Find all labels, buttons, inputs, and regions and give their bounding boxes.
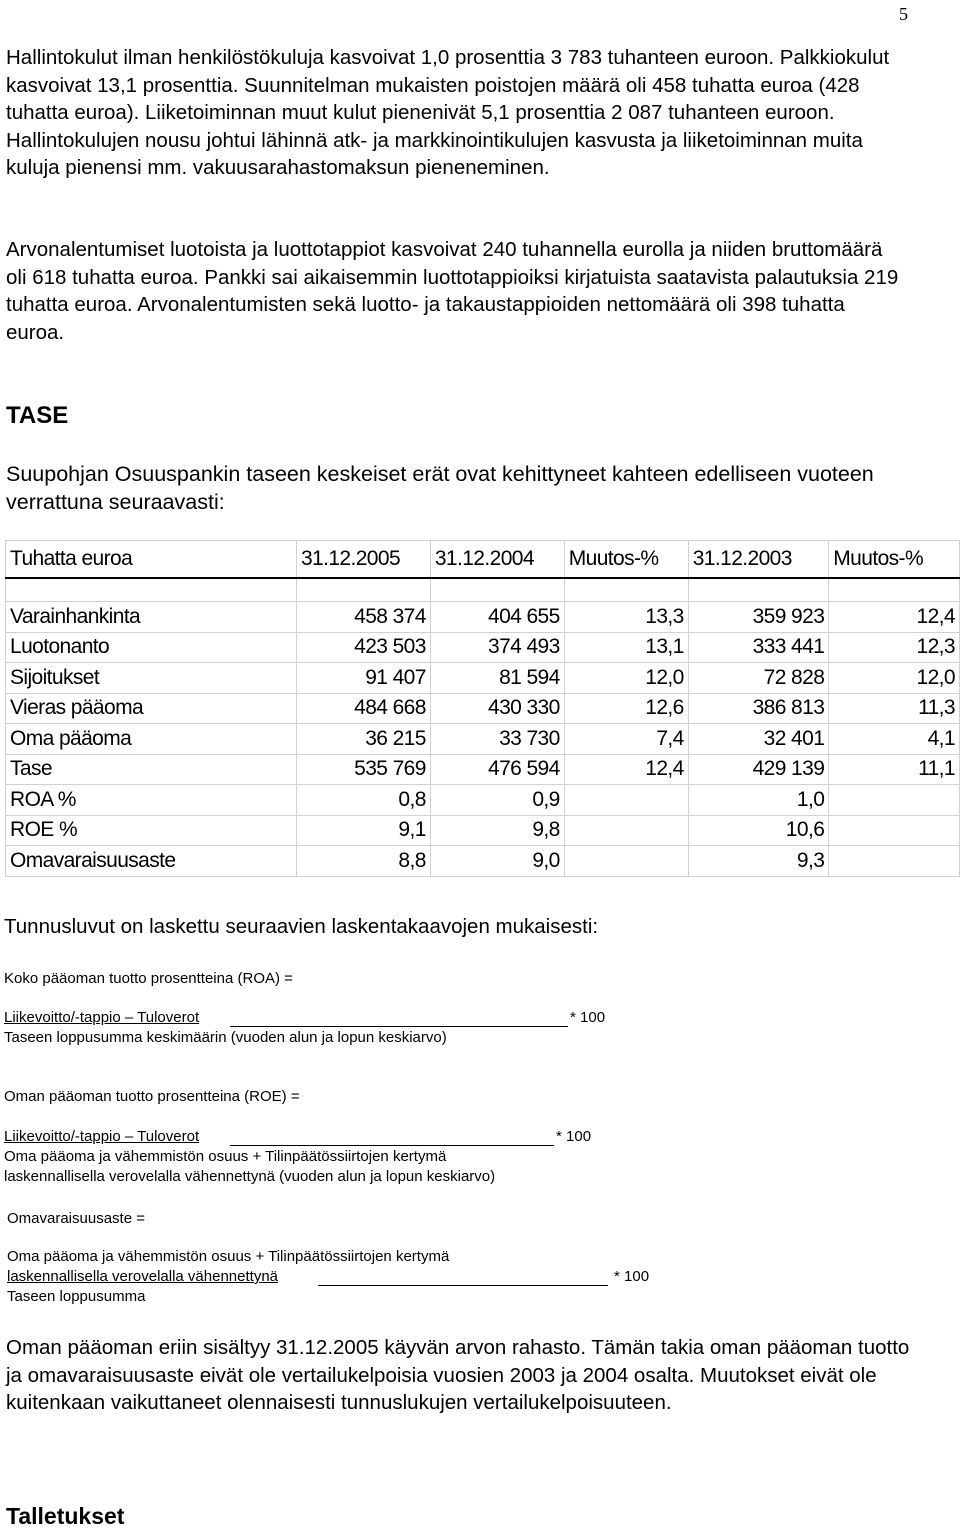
- roe-formula-title: Oman pääoman tuotto prosentteina (ROE) =: [4, 1088, 300, 1105]
- table-value-cell: 91 407: [296, 663, 430, 694]
- roe-numerator: [4, 1127, 199, 1147]
- table-value-cell: 12,3: [829, 632, 960, 663]
- formulas-intro: Tunnusluvut on laskettu seuraavien laskentakaavojen mukaisesti:: [4, 915, 599, 938]
- table-header-cell: Muutos-%: [564, 541, 688, 579]
- equity-ratio-formula-title: Omavaraisuusaste =: [7, 1210, 145, 1227]
- table-value-cell: 81 594: [430, 663, 564, 694]
- table-value-cell: 404 655: [430, 602, 564, 633]
- tase-heading: TASE: [6, 402, 69, 429]
- table-row: [6, 846, 960, 877]
- table-spacer-cell: [430, 578, 564, 602]
- table-value-cell: 12,4: [829, 602, 960, 633]
- table-spacer-cell: [6, 578, 297, 602]
- table-header-cell: 31.12.2005: [296, 541, 430, 579]
- roe-times-100: * 100: [556, 1128, 592, 1145]
- row-label-cell: ROA %: [6, 785, 297, 816]
- roa-times-100: * 100: [570, 1009, 606, 1026]
- table-value-cell: 13,3: [564, 602, 688, 633]
- table-value-cell: [829, 846, 960, 877]
- roe-numerator-text: Liikevoitto/-tappio – Tuloverot: [4, 1128, 200, 1145]
- table-row: [6, 724, 960, 755]
- table-value-cell: 4,1: [829, 724, 960, 755]
- table-value-cell: 10,6: [688, 815, 829, 846]
- intro-paragraph-impairments: Arvonalentumiset luotoista ja luottotappiot kasvoivat 240 tuhannella eurolla ja niiden bruttomäärä oli 618 tuhatta euroa. Pankki sai aikaisemmin luottotappioiksi kirjatuista saatavista palautuksia 219 tuhatta euroa. Arvonalentumisten sekä luotto- ja takaustappioiden nettomäärä oli 398 tuhatta euroa.: [6, 238, 899, 344]
- equity-ratio-numerator-line-2-text: laskennallisella verovelalla vähennettynä: [7, 1268, 279, 1285]
- table-value-cell: 484 668: [296, 693, 430, 724]
- row-label-cell: Oma pääoma: [6, 724, 297, 755]
- table-header-cell: Muutos-%: [829, 541, 960, 579]
- table-header-cell: 31.12.2004: [430, 541, 564, 579]
- table-row: [6, 663, 960, 694]
- table-header-cell: Tuhatta euroa: [6, 541, 297, 579]
- roe-fraction-line: [230, 1145, 554, 1146]
- table-value-cell: 13,1: [564, 632, 688, 663]
- table-value-cell: 8,8: [296, 846, 430, 877]
- table-value-cell: 458 374: [296, 602, 430, 633]
- table-value-cell: 12,0: [564, 663, 688, 694]
- tase-paragraph: Suupohjan Osuuspankin taseen keskeiset erät ovat kehittyneet kahteen edelliseen vuoteen verrattuna seuraavasti:: [6, 462, 874, 514]
- table-row: [6, 693, 960, 724]
- table-value-cell: [829, 815, 960, 846]
- table-row: [6, 602, 960, 633]
- table-value-cell: 535 769: [296, 754, 430, 785]
- equity-ratio-numerator-line-2: [7, 1267, 278, 1287]
- roa-fraction-line: [230, 1026, 568, 1027]
- table-value-cell: 429 139: [688, 754, 829, 785]
- table-value-cell: 9,3: [688, 846, 829, 877]
- row-label-cell: Varainhankinta: [6, 602, 297, 633]
- table-value-cell: 386 813: [688, 693, 829, 724]
- table-value-cell: [564, 785, 688, 816]
- table-value-cell: [564, 846, 688, 877]
- table-value-cell: 11,1: [829, 754, 960, 785]
- table-value-cell: 12,0: [829, 663, 960, 694]
- table-value-cell: 430 330: [430, 693, 564, 724]
- table-value-cell: 7,4: [564, 724, 688, 755]
- roe-denominator-line-2: laskennallisella verovelalla vähennettynä (vuoden alun ja lopun keskiarvo): [4, 1168, 496, 1185]
- row-label-cell: ROE %: [6, 815, 297, 846]
- roe-denominator-line-1: Oma pääoma ja vähemmistön osuus + Tilinpäätössiirtojen kertymä: [4, 1148, 447, 1165]
- table-value-cell: 374 493: [430, 632, 564, 663]
- table-value-cell: 0,8: [296, 785, 430, 816]
- table-header-row: [6, 541, 960, 579]
- table-value-cell: 359 923: [688, 602, 829, 633]
- equity-ratio-times-100: * 100: [614, 1268, 650, 1285]
- table-value-cell: 72 828: [688, 663, 829, 694]
- table-value-cell: 333 441: [688, 632, 829, 663]
- intro-paragraph-costs: Hallintokulut ilman henkilöstökuluja kasvoivat 1,0 prosenttia 3 783 tuhanteen euroon. Palkkiokulut kasvoivat 13,1 prosenttia. Suunnitelman mukaisten poistojen määrä oli 458 tuhatta euroa (428 tuhatta euroa). Liiketoiminnan muut kulut pienenivät 5,1 prosenttia 2 087 tuhanteen euroon. Hallintokulujen nousu johtui lähinnä atk- ja markkinointikulujen kasvusta ja liiketoiminnan muita kuluja pienensi mm. vakuusarahastomaksun pieneneminen.: [6, 46, 890, 179]
- table-value-cell: 423 503: [296, 632, 430, 663]
- table-value-cell: 11,3: [829, 693, 960, 724]
- roa-formula-title: Koko pääoman tuotto prosentteina (ROA) =: [4, 970, 293, 987]
- equity-ratio-fraction-line: [318, 1285, 608, 1286]
- equity-ratio-numerator-line-1: Oma pääoma ja vähemmistön osuus + Tilinpäätössiirtojen kertymä: [7, 1248, 450, 1265]
- table-value-cell: 9,0: [430, 846, 564, 877]
- roa-numerator: [4, 1008, 199, 1028]
- table-row: [6, 632, 960, 663]
- closing-paragraph: Oman pääoman eriin sisältyy 31.12.2005 käyvän arvon rahasto. Tämän takia oman pääoman tuotto ja omavaraisuusaste eivät ole vertailukelpoisia vuosien 2003 ja 2004 osalta. Muutokset eivät ole kuitenkaan vaikuttaneet olennaisesti tunnuslukujen vertailukelpoisuuteen.: [6, 1336, 910, 1414]
- table-row: [6, 785, 960, 816]
- table-row: [6, 754, 960, 785]
- row-label-cell: Sijoitukset: [6, 663, 297, 694]
- talletukset-heading: Talletukset: [6, 1503, 125, 1529]
- table-header-cell: 31.12.2003: [688, 541, 829, 579]
- equity-ratio-denominator: Taseen loppusumma: [7, 1288, 146, 1305]
- table-value-cell: 32 401: [688, 724, 829, 755]
- roa-numerator-text: Liikevoitto/-tappio – Tuloverot: [4, 1009, 200, 1026]
- row-label-cell: Tase: [6, 754, 297, 785]
- table-value-cell: 12,6: [564, 693, 688, 724]
- table-value-cell: [564, 815, 688, 846]
- table-value-cell: 9,8: [430, 815, 564, 846]
- table-value-cell: 9,1: [296, 815, 430, 846]
- table-spacer-cell: [829, 578, 960, 602]
- table-spacer-cell: [564, 578, 688, 602]
- table-value-cell: 36 215: [296, 724, 430, 755]
- table-value-cell: 476 594: [430, 754, 564, 785]
- row-label-cell: Luotonanto: [6, 632, 297, 663]
- row-label-cell: Vieras pääoma: [6, 693, 297, 724]
- table-value-cell: 33 730: [430, 724, 564, 755]
- table-value-cell: 1,0: [688, 785, 829, 816]
- table-value-cell: 0,9: [430, 785, 564, 816]
- row-label-cell: Omavaraisuusaste: [6, 846, 297, 877]
- balance-sheet-table: [5, 540, 960, 877]
- table-spacer-cell: [296, 578, 430, 602]
- roa-denominator: Taseen loppusumma keskimäärin (vuoden alun ja lopun keskiarvo): [4, 1029, 447, 1046]
- table-row: [6, 815, 960, 846]
- table-value-cell: 12,4: [564, 754, 688, 785]
- page-number: 5: [899, 4, 908, 24]
- table-spacer-row: [6, 578, 960, 602]
- table-spacer-cell: [688, 578, 829, 602]
- table-value-cell: [829, 785, 960, 816]
